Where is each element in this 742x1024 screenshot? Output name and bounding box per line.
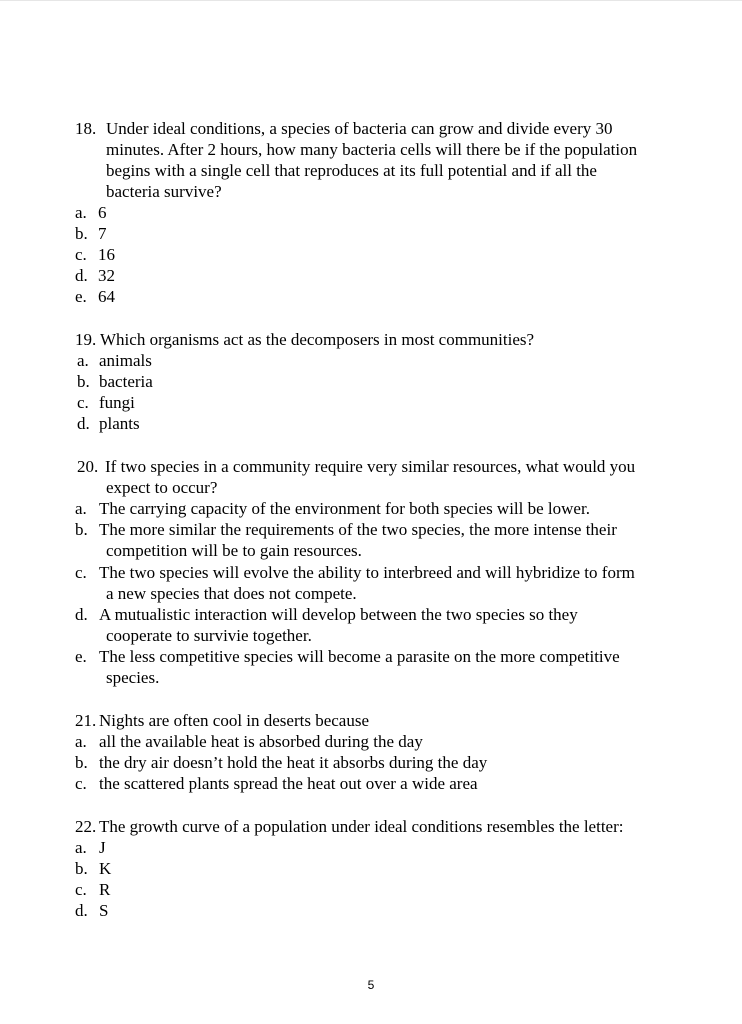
option-letter: a. — [75, 499, 87, 518]
option-letter: c. — [75, 563, 87, 582]
option-text: bacteria — [99, 372, 153, 391]
question-stem-line: Nights are often cool in deserts because — [99, 711, 370, 730]
option-text: K — [99, 859, 112, 878]
option-letter: d. — [75, 605, 88, 624]
question-stem-line: The growth curve of a population under ideal conditions resembles the letter: — [99, 817, 624, 836]
question-stem-line: Under ideal conditions, a species of bacteria can grow and divide every 30 — [106, 119, 613, 138]
question-number — [75, 329, 96, 350]
option-letter: b. — [75, 753, 88, 772]
question-number-text: 22. — [75, 817, 97, 836]
option-letter: b. — [75, 224, 88, 243]
option-text: 64 — [98, 287, 115, 306]
question-stem-line: begins with a single cell that reproduces at its full potential and if all the — [106, 161, 597, 180]
option-text: 16 — [98, 245, 115, 264]
option-letter: e. — [75, 647, 87, 666]
option-letter: d. — [75, 901, 88, 920]
option-text: The less competitive species will become a parasite on the more competitive — [99, 647, 620, 666]
option-text: animals — [99, 351, 152, 370]
option-letter: c. — [75, 245, 87, 264]
question-number-text: 20. — [77, 457, 99, 476]
option-text: J — [99, 838, 106, 857]
option-letter: d. — [77, 414, 90, 433]
question-number — [75, 118, 96, 139]
question-number — [75, 816, 96, 837]
option-text: A mutualistic interaction will develop between the two species so they — [99, 605, 578, 624]
option-letter: b. — [75, 520, 88, 539]
question-number — [75, 710, 96, 731]
option-text: the scattered plants spread the heat out over a wide area — [99, 774, 478, 793]
option-text: all the available heat is absorbed during the day — [99, 732, 423, 751]
option-letter: c. — [75, 880, 87, 899]
option-letter: c. — [77, 393, 89, 412]
option-text: the dry air doesn’t hold the heat it absorbs during the day — [99, 753, 488, 772]
option-text: 32 — [98, 266, 115, 285]
page-number: 5 — [367, 978, 375, 992]
option-text: The carrying capacity of the environment for both species will be lower. — [99, 499, 590, 518]
option-letter: b. — [75, 859, 88, 878]
option-text: plants — [99, 414, 140, 433]
option-letter: a. — [77, 351, 89, 370]
question-number — [77, 456, 98, 477]
option-text: competition will be to gain resources. — [106, 541, 362, 560]
option-text: S — [99, 901, 109, 920]
option-text: cooperate to survivie together. — [106, 626, 312, 645]
page-top-edge — [0, 0, 742, 1]
option-letter: a. — [75, 732, 87, 751]
question-stem-line: If two species in a community require very similar resources, what would you — [105, 457, 636, 476]
option-letter: a. — [75, 203, 87, 222]
option-letter: e. — [75, 287, 87, 306]
option-text: a new species that does not compete. — [106, 584, 357, 603]
question-stem-line: Which organisms act as the decomposers in most communities? — [100, 330, 535, 349]
option-letter: a. — [75, 838, 87, 857]
option-text: 6 — [98, 203, 107, 222]
option-text: The more similar the requirements of the two species, the more intense their — [99, 520, 617, 539]
question-number-text: 18. — [75, 119, 97, 138]
option-text: species. — [106, 668, 160, 687]
option-text: The two species will evolve the ability to interbreed and will hybridize to form — [99, 563, 635, 582]
question-stem-line: bacteria survive? — [106, 182, 222, 201]
option-text: 7 — [98, 224, 107, 243]
question-number-text: 19. — [75, 330, 97, 349]
option-text: fungi — [99, 393, 135, 412]
option-letter: b. — [77, 372, 90, 391]
option-text: R — [99, 880, 111, 899]
question-number-text: 21. — [75, 711, 97, 730]
option-letter: c. — [75, 774, 87, 793]
question-stem-line: expect to occur? — [106, 478, 218, 497]
option-letter: d. — [75, 266, 88, 285]
question-stem-line: minutes. After 2 hours, how many bacteria cells will there be if the population — [106, 140, 638, 159]
